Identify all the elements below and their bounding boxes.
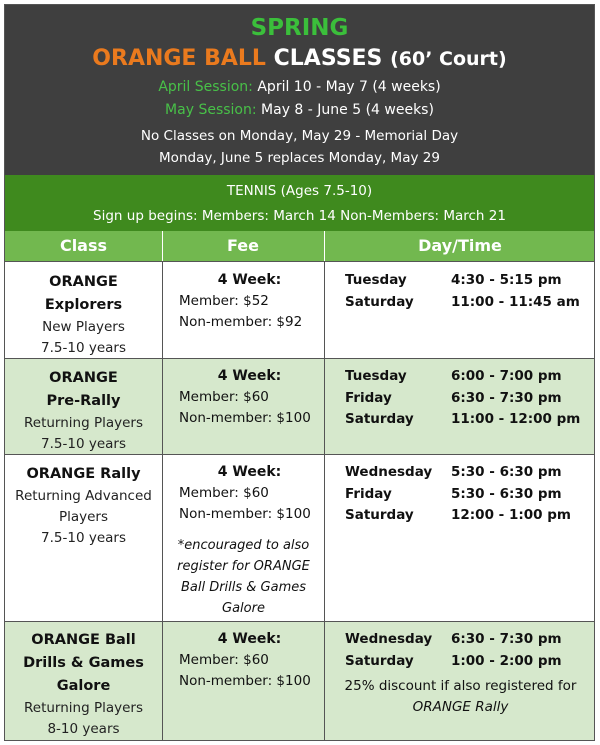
- may-session-dates: May 8 - June 5 (4 weeks): [261, 102, 434, 118]
- schedule-time: 12:00 - 1:00 pm: [451, 507, 571, 523]
- table-row: [5, 454, 594, 621]
- title-orange-ball: ORANGE BALL: [92, 46, 266, 71]
- schedule-entry: [325, 505, 595, 527]
- schedule-day: Saturday: [345, 652, 414, 669]
- tennis-ages: TENNIS (Ages 7.5-10): [226, 183, 373, 199]
- fee-nonmember: Non-member: $100: [179, 410, 311, 426]
- class-cell: [5, 622, 162, 741]
- fee-note-line: *encouraged to also: [177, 538, 310, 553]
- fee-period: 4 Week:: [217, 272, 282, 288]
- schedule-cell: [324, 622, 595, 741]
- may-session-label: May Session:: [165, 102, 257, 118]
- class-name: Galore: [56, 678, 111, 694]
- schedule-time: 6:30 - 7:30 pm: [451, 389, 562, 406]
- schedule-day: Wednesday: [345, 631, 433, 647]
- schedule-entry: [325, 462, 595, 484]
- table-row: [5, 621, 594, 741]
- schedule-entry: [325, 292, 595, 314]
- replacement-note: Monday, June 5 replaces Monday, May 29: [159, 150, 440, 166]
- schedule-day: Tuesday: [345, 272, 407, 288]
- class-cell: [5, 359, 162, 454]
- schedule-day: Saturday: [345, 411, 414, 427]
- schedule-time: 6:00 - 7:00 pm: [451, 368, 562, 384]
- table-row: [5, 261, 594, 358]
- class-level: Returning Players: [23, 700, 143, 716]
- schedule-time: 11:00 - 12:00 pm: [451, 411, 581, 427]
- header-banner: [5, 5, 594, 175]
- schedule-entry: [325, 409, 595, 431]
- schedule-cell: [324, 455, 595, 621]
- discount-class: ORANGE Rally: [412, 699, 509, 715]
- schedule-entry: [325, 366, 595, 388]
- schedule-entry: [325, 629, 595, 651]
- class-name: ORANGE: [49, 370, 118, 386]
- flyer: [4, 4, 595, 741]
- schedule-entry: [325, 651, 595, 673]
- class-cell: [5, 455, 162, 621]
- header-fee: Fee: [227, 236, 259, 255]
- class-name: Drills & Games: [23, 655, 144, 671]
- signup-dates: Sign up begins: Members: March 14 Non-Members: March 21: [93, 208, 506, 224]
- class-level: New Players: [42, 319, 125, 335]
- schedule-day: Wednesday: [345, 464, 433, 480]
- discount-line: 25% discount if also registered for: [344, 678, 577, 694]
- schedule-time: 1:00 - 2:00 pm: [451, 652, 562, 669]
- fee-note: [163, 535, 324, 619]
- schedule-day: Friday: [345, 389, 392, 406]
- schedule-day: Saturday: [345, 293, 414, 310]
- class-ages: 8-10 years: [47, 721, 120, 737]
- schedule-day: Tuesday: [345, 368, 407, 384]
- class-cell: [5, 262, 162, 358]
- fee-member: Member: $60: [179, 652, 269, 668]
- schedule-time: 11:00 - 11:45 am: [451, 293, 580, 310]
- april-session-dates: April 10 - May 7 (4 weeks): [257, 79, 441, 95]
- fee-period: 4 Week:: [217, 368, 282, 384]
- table-header: [5, 231, 594, 261]
- schedule-time: 6:30 - 7:30 pm: [451, 631, 562, 647]
- class-name: ORANGE Rally: [26, 466, 141, 482]
- schedule-time: 4:30 - 5:15 pm: [451, 272, 562, 288]
- fee-note-line: Galore: [222, 601, 265, 616]
- header-class: Class: [59, 236, 108, 255]
- fee-cell: [162, 455, 324, 621]
- discount-line: [325, 697, 595, 718]
- fee-cell: [162, 262, 324, 358]
- fee-nonmember: Non-member: $100: [179, 506, 311, 522]
- table-row: [5, 358, 594, 454]
- schedule-day: Saturday: [345, 507, 414, 523]
- fee-note-line: Ball Drills & Games: [180, 580, 307, 595]
- class-name: Explorers: [44, 297, 123, 313]
- fee-member: Member: $60: [179, 485, 269, 501]
- class-level: Players: [58, 509, 109, 525]
- april-session-label: April Session:: [158, 79, 253, 95]
- schedule-entry: [325, 484, 595, 506]
- schedule-entry: [325, 388, 595, 410]
- class-level: Returning Players: [23, 415, 143, 431]
- class-ages: 7.5-10 years: [41, 530, 126, 546]
- class-ages: 7.5-10 years: [41, 436, 126, 452]
- schedule-time: 5:30 - 6:30 pm: [451, 464, 562, 480]
- class-name: ORANGE: [49, 274, 118, 290]
- tennis-banner: [5, 175, 594, 231]
- fee-member: Member: $60: [179, 389, 269, 405]
- main-title: [5, 46, 594, 71]
- class-name: ORANGE Ball: [31, 632, 136, 648]
- fee-cell: [162, 359, 324, 454]
- class-ages: 7.5-10 years: [41, 340, 126, 356]
- schedule-cell: [324, 262, 595, 358]
- april-session: [5, 79, 594, 95]
- fee-nonmember: Non-member: $92: [179, 314, 303, 330]
- may-session: [5, 102, 594, 118]
- class-level: Returning Advanced: [15, 488, 152, 504]
- discount-note: [325, 676, 595, 718]
- schedule-time: 5:30 - 6:30 pm: [451, 485, 562, 502]
- fee-nonmember: Non-member: $100: [179, 673, 311, 689]
- header-day-time: Day/Time: [418, 236, 502, 255]
- title-classes: CLASSES: [273, 46, 383, 71]
- fee-cell: [162, 622, 324, 741]
- header-divider: [162, 231, 163, 261]
- class-name: Pre-Rally: [46, 393, 121, 409]
- no-classes-note: No Classes on Monday, May 29 - Memorial Day: [140, 128, 459, 144]
- season-title: SPRING: [250, 15, 349, 41]
- fee-period: 4 Week:: [217, 631, 282, 647]
- fee-note-line: register for ORANGE: [177, 559, 310, 574]
- fee-period: 4 Week:: [217, 464, 282, 480]
- fee-member: Member: $52: [179, 293, 269, 309]
- header-divider: [324, 231, 325, 261]
- title-court: (60’ Court): [390, 48, 507, 70]
- schedule-cell: [324, 359, 595, 454]
- schedule-day: Friday: [345, 485, 392, 502]
- schedule-entry: [325, 270, 595, 292]
